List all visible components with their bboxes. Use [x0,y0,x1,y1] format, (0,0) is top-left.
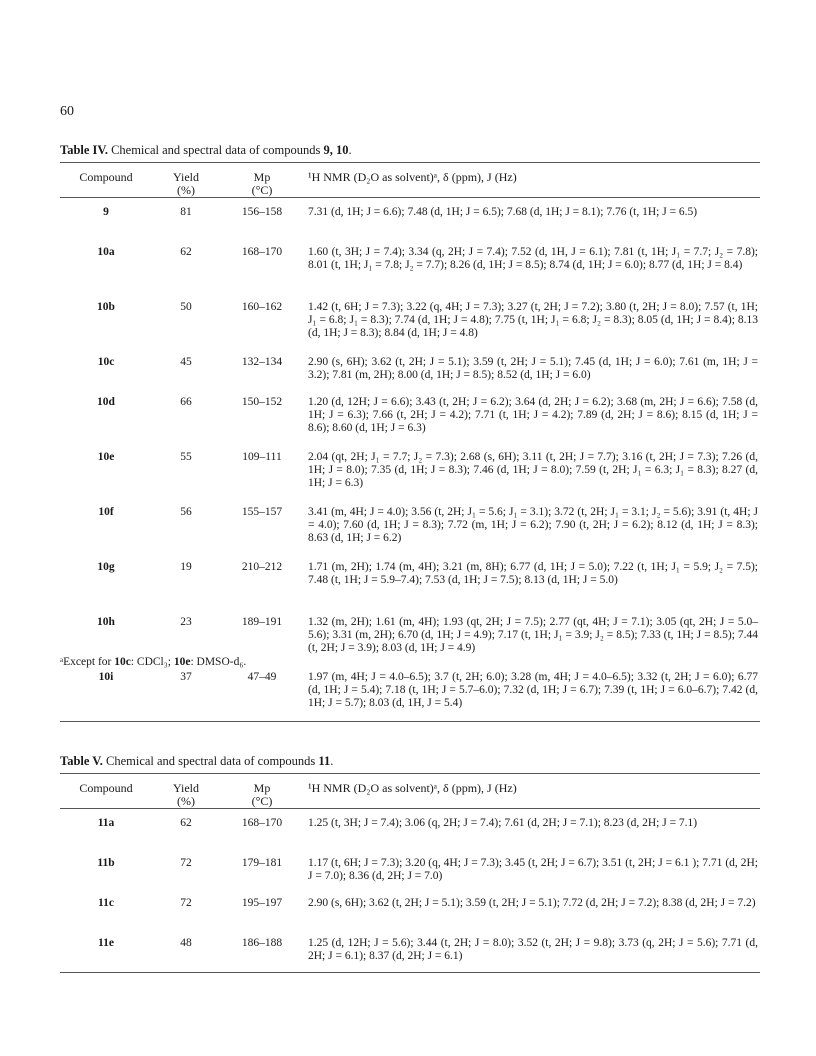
compound-cell: 10d [97,396,115,408]
header-mp-unit: (°C) [251,183,273,197]
header-mp-label: Mp [253,781,271,795]
mp-cell: 210–212 [241,561,283,573]
mp-cell: 156–158 [241,206,283,218]
table-iv-footnote [60,656,246,668]
table-row [60,348,760,388]
compound-cell: 9 [103,206,109,218]
table-row [60,443,760,498]
header-yield-label: Yield [173,170,199,184]
nmr-cell: 2.90 (s, 6H); 3.62 (t, 2H; J = 5.1); 3.59 (t, 2H; J = 5.1); 7.45 (d, 1H; J = 6.0); 7.61 (m, 1H; J = 3.2); 7.81 (m, 2H); 8.00 (d, 1H; J = 8.5); 8.52 (d, 1H; J = 6.0) [308,356,758,382]
compound-cell: 11e [98,937,114,949]
nmr-cell: 1.32 (m, 2H); 1.61 (m, 4H); 1.93 (qt, 2H; J = 7.5); 2.77 (qt, 4H; J = 7.1); 3.05 (qt, 2H; J = 5.0–5.6); 3.31 (m, 2H); 6.70 (d, 1H; J = 4.9); 7.17 (t, 1H; J₁ = 3.9; J₂ = 8.5); 7.33 (t, 1H; J = 8.5); 7.44 (t, 2H; J = 3.9); 8.03 (d, 1H; J = 4.9) [308,616,758,655]
table-row [60,663,760,718]
compound-cell: 10e [97,451,115,463]
nmr-cell: 1.17 (t, 6H; J = 7.3); 3.20 (q, 4H; J = 7.3); 3.45 (t, 2H; J = 6.7); 3.51 (t, 2H; J = 6.1 ); 7.71 (d, 2H; J = 7.0); 8.36 (d, 2H; J = 7.0) [308,857,758,883]
mp-cell: 109–111 [242,451,282,463]
compound-cell: 11b [97,857,115,869]
yield-cell: 45 [180,356,192,368]
yield-cell: 56 [180,506,192,518]
nmr-cell: 1.25 (t, 3H; J = 7.4); 3.06 (q, 2H; J = 7.4); 7.61 (d, 2H; J = 7.1); 8.23 (d, 2H; J = 7.1) [308,817,698,829]
table-row [60,553,760,608]
table-iv [60,162,760,722]
nmr-cell: 7.31 (d, 1H; J = 6.6); 7.48 (d, 1H; J = 6.5); 7.68 (d, 1H; J = 8.1); 7.76 (t, 1H; J = 6.5) [308,206,698,218]
table-iv-caption-label: Table IV. [60,143,108,157]
table-iv-header [60,163,760,197]
header-compound: Compound [79,170,133,184]
mp-cell: 160–162 [241,301,283,313]
compound-cell: 10f [98,506,114,518]
table-row [60,498,760,553]
mp-cell: 189–191 [241,616,283,628]
table-row [60,293,760,348]
mp-cell: 195–197 [241,897,283,909]
yield-cell: 37 [180,671,192,683]
compound-cell: 11a [97,817,115,829]
footnote-compound-2: 10e [173,656,191,668]
table-v-caption-end: . [330,754,334,768]
nmr-cell: 1.20 (d, 12H; J = 6.6); 3.43 (t, 2H; J = 6.2); 3.64 (d, 2H; J = 6.2); 3.68 (m, 2H; J = 6.6); 7.58 (d, 1H; J = 6.3); 7.66 (t, 2H; J = 4.2); 7.71 (t, 1H; J = 4.2); 7.89 (d, 2H; J = 8.6); 8.15 (d, 1H; J = 8.6); 8.60 (d, 1H; J = 6.3) [308,396,758,435]
mp-cell: 186–188 [241,937,283,949]
yield-cell: 48 [180,937,192,949]
mp-cell: 150–152 [241,396,283,408]
table-row [60,889,760,929]
nmr-cell: 2.90 (s, 6H); 3.62 (t, 2H; J = 5.1); 3.59 (t, 2H; J = 5.1); 7.72 (d, 2H; J = 7.2); 8.38 (d, 2H; J = 7.2) [308,897,756,909]
footnote-pre: ᵃExcept for [60,656,115,668]
table-row [60,929,760,969]
table-iv-body [60,198,760,718]
table-row [60,238,760,293]
table-row [60,608,760,663]
table-v [60,773,760,973]
table-v-caption-compounds: 11 [318,754,331,768]
table-iv-caption-compounds: 9, 10 [323,143,349,157]
compound-cell: 10h [97,616,115,628]
header-yield-label: Yield [173,781,199,795]
nmr-cell: 1.60 (t, 3H; J = 7.4); 3.34 (q, 2H; J = 7.4); 7.52 (d, 1H, J = 6.1); 7.81 (t, 1H; J₁ = 7.7; J₂ = 7.8); 8.01 (t, 1H; J₁ = 7.8; J₂ = 7.7); 8.26 (d, 1H; J = 8.5); 8.74 (d, 1H; J = 6.0); 8.77 (d, 1H; J = 8.4) [308,246,758,272]
table-v-header [60,774,760,808]
table-iv-caption-text: Chemical and spectral data of compounds [107,143,324,157]
footnote-compound-1: 10c [114,656,131,668]
yield-cell: 72 [180,897,192,909]
header-yield-unit: (%) [177,183,195,197]
mp-cell: 155–157 [241,506,283,518]
mp-cell: 132–134 [241,356,283,368]
mp-cell: 168–170 [241,246,283,258]
footnote-end: : DMSO-d₆. [190,656,247,668]
header-nmr: ¹H NMR (D₂O as solvent)ᵃ, δ (ppm), J (Hz) [308,170,517,184]
yield-cell: 50 [180,301,192,313]
yield-cell: 66 [180,396,192,408]
table-v-caption-label: Table V. [60,754,103,768]
header-yield [162,171,210,197]
header-nmr: ¹H NMR (D₂O as solvent)ᵃ, δ (ppm), J (Hz) [308,781,517,795]
yield-cell: 62 [180,246,192,258]
compound-cell: 10c [97,356,115,368]
table-row [60,809,760,849]
yield-cell: 81 [180,206,192,218]
nmr-cell: 3.41 (m, 4H; J = 4.0); 3.56 (t, 2H; J₁ = 5.6; J₁ = 3.1); 3.72 (t, 2H; J₁ = 3.1; J₂ = 5.6); 3.91 (t, 4H; J = 4.0); 7.60 (d, 1H; J = 8.3); 7.72 (m, 1H; J = 6.2); 7.90 (t, 2H; J = 6.2); 8.12 (d, 1H; J = 8.3); 8.63 (d, 1H; J = 6.2) [308,506,758,545]
table-row [60,849,760,889]
nmr-cell: 1.97 (m, 4H; J = 4.0–6.5); 3.7 (t, 2H; 6.0); 3.28 (m, 4H; J = 4.0–6.5); 3.32 (t, 2H; J = 6.0); 6.77 (d, 1H; J = 5.4); 7.18 (t, 1H; J = 5.7–6.0); 7.32 (d, 1H; J = 6.7); 7.39 (t, 1H; J = 6.0–6.7); 7.42 (d, 1H; J = 5.7); 8.03 (d, 1H, J = 5.4) [308,671,758,710]
table-v-caption-text: Chemical and spectral data of compounds [102,754,319,768]
header-mp [228,171,296,197]
yield-cell: 19 [180,561,192,573]
compound-cell: 10g [97,561,115,573]
nmr-cell: 2.04 (qt, 2H; J₁ = 7.7; J₂ = 7.3); 2.68 (s, 6H); 3.11 (t, 2H; J = 7.7); 3.16 (t, 2H; J = 7.3); 7.26 (d, 1H; J = 8.0); 7.35 (d, 1H; J = 8.3); 7.46 (d, 1H; J = 8.0); 7.59 (t, 2H; J₁ = 6.3; J₁ = 8.3); 8.27 (d, 1H; J = 6.3) [308,451,758,490]
table-v-bottom-rule [60,972,760,973]
table-v-body [60,809,760,969]
table-row [60,198,760,238]
footnote-mid: : CDCl₃; [130,656,174,668]
yield-cell: 72 [180,857,192,869]
table-v-caption [60,754,333,769]
yield-cell: 55 [180,451,192,463]
header-yield-unit: (%) [177,794,195,808]
nmr-cell: 1.71 (m, 2H); 1.74 (m, 4H); 3.21 (m, 8H); 6.77 (d, 1H; J = 5.0); 7.22 (t, 1H; J₁ = 5.9; J₂ = 7.5); 7.48 (t, 1H; J = 5.9–7.4); 7.53 (d, 1H; J = 7.5); 8.13 (d, 1H; J = 5.0) [308,561,758,587]
header-yield [162,782,210,808]
mp-cell: 179–181 [241,857,283,869]
header-mp [228,782,296,808]
compound-cell: 11c [98,897,114,909]
table-iv-caption [60,143,352,158]
compound-cell: 10a [97,246,115,258]
compound-cell: 10i [98,671,114,683]
table-iv-caption-end: . [348,143,352,157]
header-mp-unit: (°C) [251,794,273,808]
table-row [60,388,760,443]
yield-cell: 23 [180,616,192,628]
header-mp-label: Mp [253,170,271,184]
mp-cell: 168–170 [241,817,283,829]
nmr-cell: 1.25 (d, 12H; J = 5.6); 3.44 (t, 2H; J = 8.0); 3.52 (t, 2H; J = 9.8); 3.73 (q, 2H; J = 5.6); 7.71 (d, 2H; J = 6.1); 8.37 (d, 2H; J = 6.1) [308,937,758,963]
header-compound: Compound [79,781,133,795]
nmr-cell: 1.42 (t, 6H; J = 7.3); 3.22 (q, 4H; J = 7.3); 3.27 (t, 2H; J = 7.2); 3.80 (t, 2H; J = 8.0); 7.57 (t, 1H; J₁ = 6.8; J₁ = 8.3); 7.74 (d, 1H; J = 4.8); 7.75 (t, 1H; J₁ = 6.8; J₂ = 8.3); 8.05 (d, 1H; J = 8.4); 8.13 (d, 1H; J = 8.3); 8.84 (d, 1H; J = 4.8) [308,301,758,340]
page-number: 60 [60,104,74,119]
compound-cell: 10b [97,301,115,313]
table-iv-bottom-rule [60,721,760,722]
yield-cell: 62 [180,817,192,829]
mp-cell: 47–49 [247,671,277,683]
